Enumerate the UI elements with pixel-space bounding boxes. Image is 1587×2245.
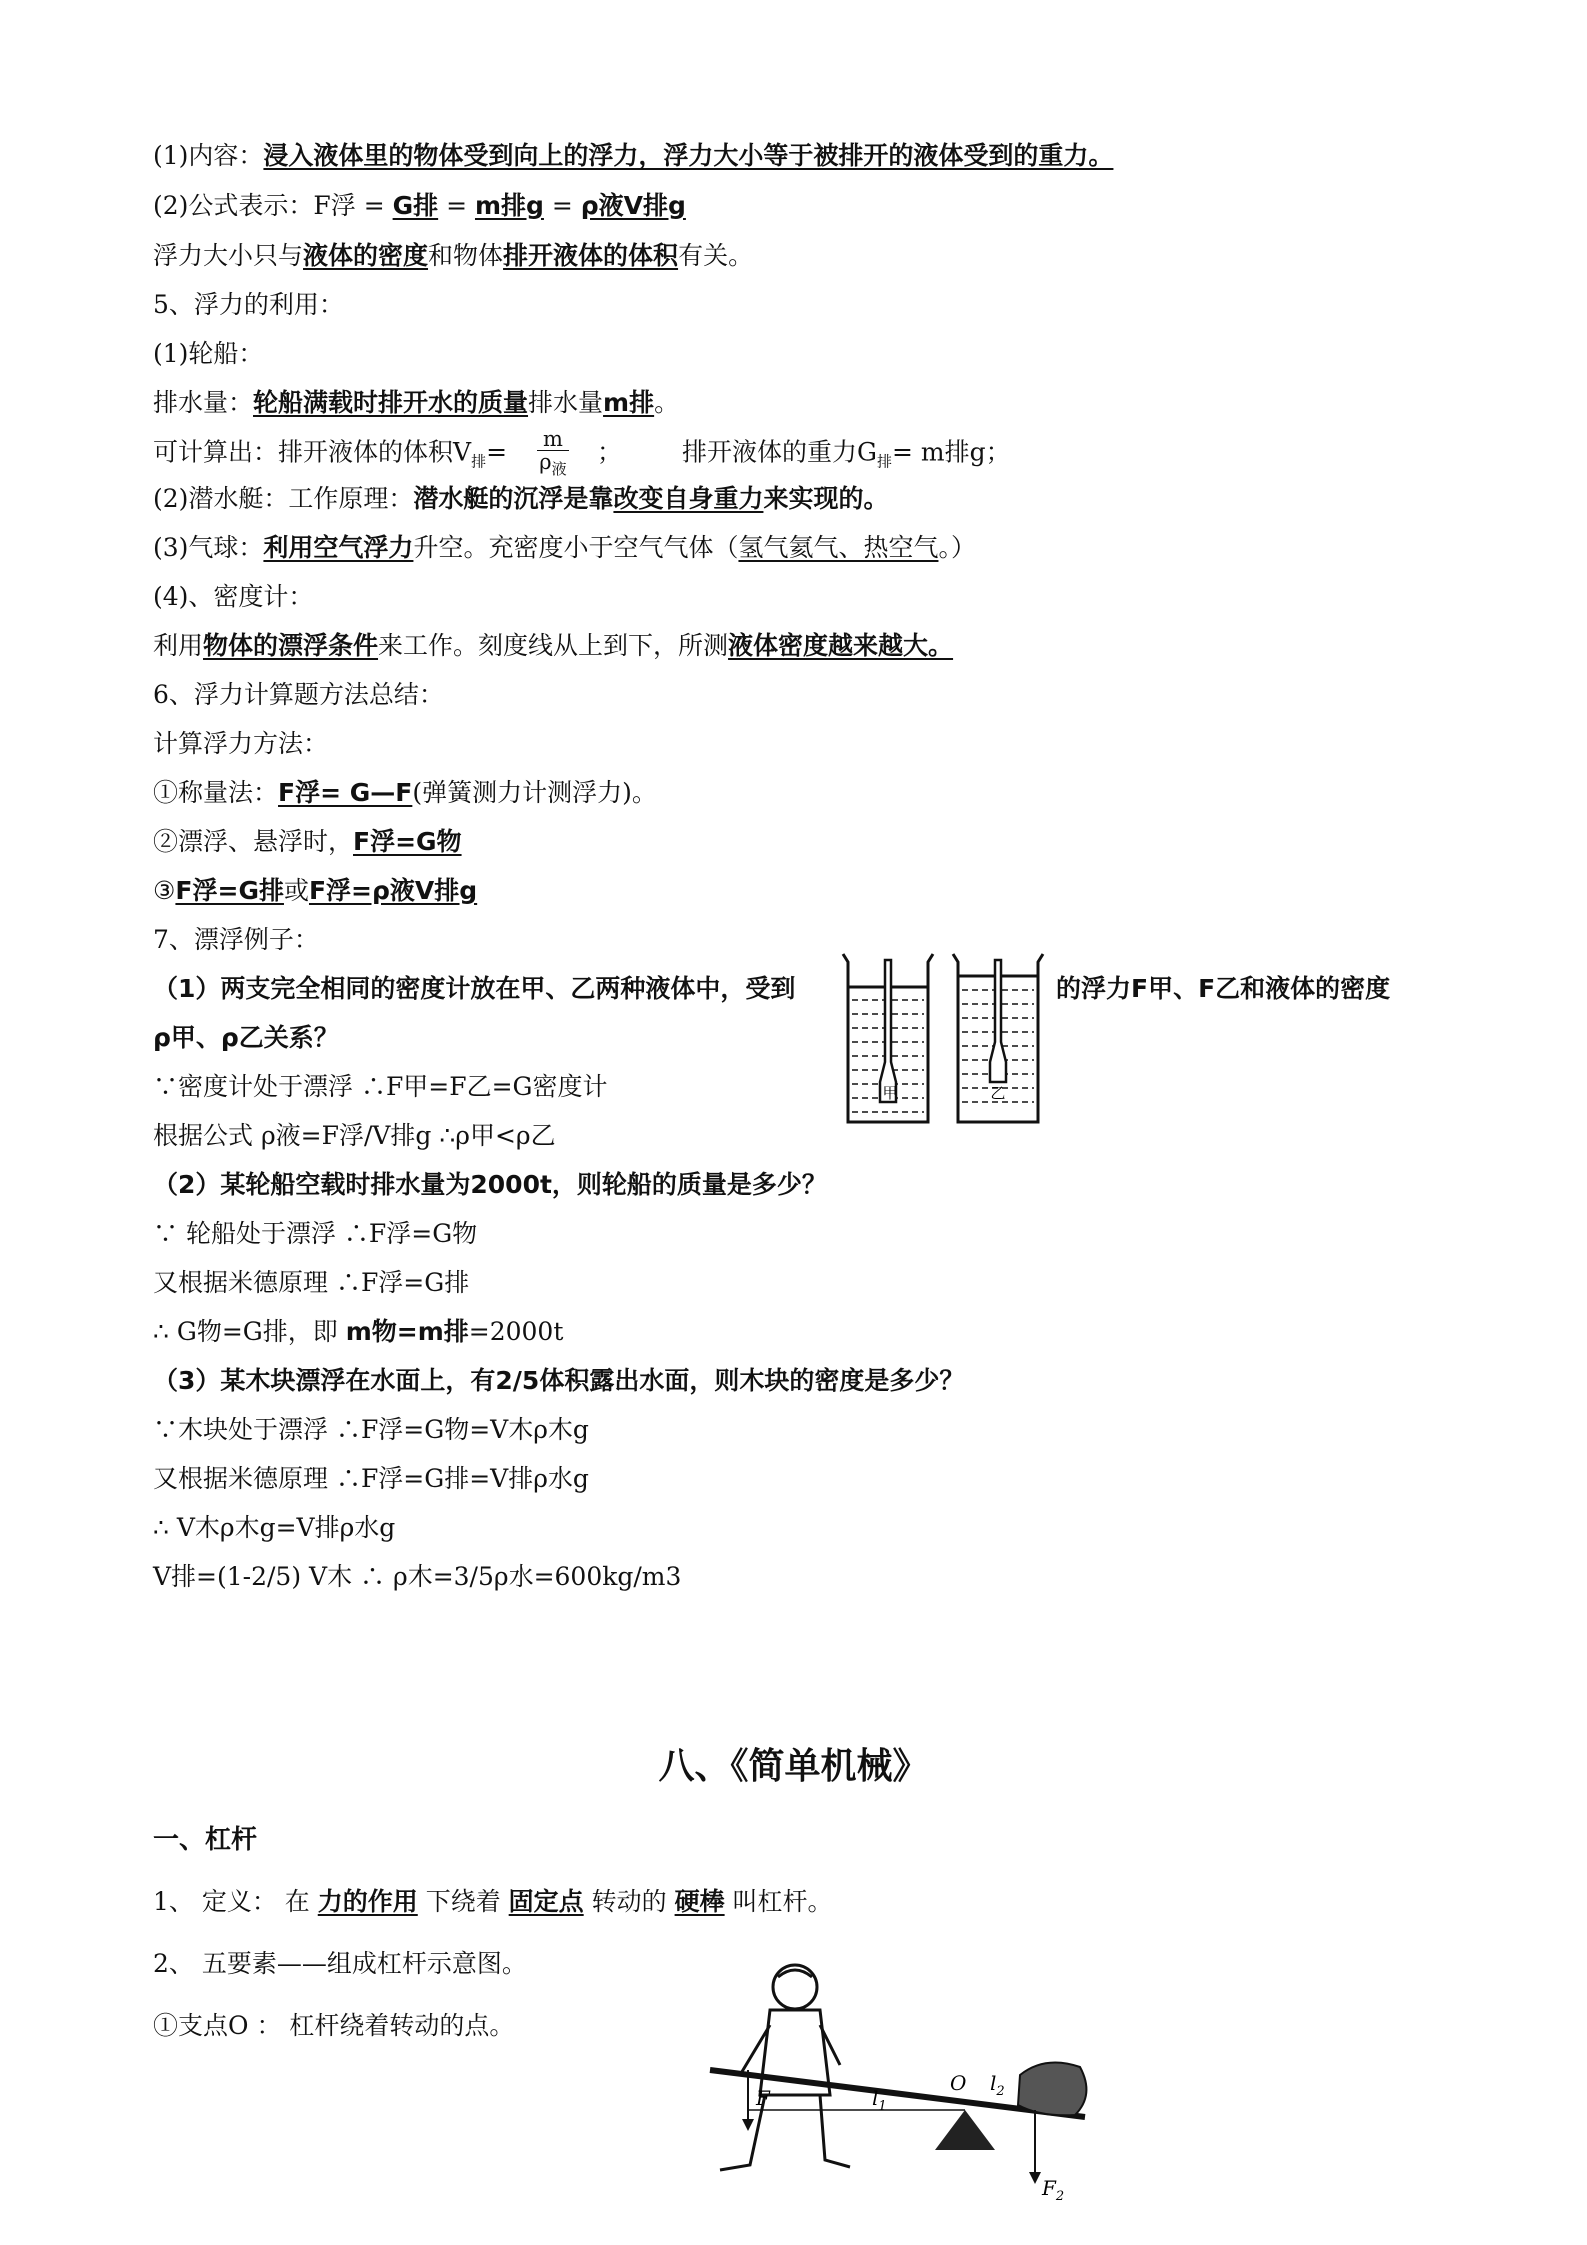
example-1-question-c: ρ甲、ρ乙关系？ bbox=[153, 1023, 339, 1052]
example-3-step-2: 又根据米德原理 ∴F浮=G排=V排ρ水g bbox=[153, 1464, 589, 1493]
example-3-question: （3）某木块漂浮在水面上，有2/5体积露出水面，则木块的密度是多少？ bbox=[153, 1366, 965, 1395]
heading-7: 7、漂浮例子： bbox=[153, 925, 319, 954]
hydrometer-line: 利用物体的漂浮条件来工作。刻度线从上到下，所测液体密度越来越大。 bbox=[153, 631, 954, 660]
example-2-step-1: ∵ 轮船处于漂浮 ∴F浮=G物 bbox=[153, 1219, 478, 1248]
lever-five-elements: 2、 五要素——组成杠杆示意图。 bbox=[153, 1949, 527, 1978]
label-yi: 乙 bbox=[990, 1084, 1006, 1102]
arm-l1-label: $l_1$ bbox=[872, 2086, 887, 2114]
label-jia: 甲 bbox=[882, 1084, 898, 1102]
example-1-question-b: 的浮力F甲、F乙和液体的密度 bbox=[1056, 974, 1391, 1003]
section-title: 八、《简单机械》 bbox=[658, 1746, 929, 1787]
lever-heading: 一、杠杆 bbox=[153, 1825, 258, 1855]
heading-6: 6、浮力计算题方法总结： bbox=[153, 680, 444, 709]
fulcrum-definition: ①支点O ： 杠杆绕着转动的点。 bbox=[153, 2011, 515, 2040]
method-1: ①称量法：F浮= G—F(弹簧测力计测浮力)。 bbox=[153, 778, 657, 807]
submarine-line: (2)潜水艇：工作原理：潜水艇的沉浮是靠改变自身重力来实现的。 bbox=[153, 484, 889, 513]
force-f1-label: F bbox=[756, 2086, 770, 2110]
content-line: (1)内容：浸入液体里的物体受到向上的浮力，浮力大小等于被排开的液体受到的重力。 bbox=[153, 141, 1114, 170]
example-2-step-3: ∴ G物=G排，即 m物=m排=2000t bbox=[153, 1317, 564, 1346]
example-3-step-3: ∴ V木ρ木g=V排ρ水g bbox=[153, 1513, 396, 1542]
example-2-question: （2）某轮船空载时排水量为2000t，则轮船的质量是多少？ bbox=[153, 1170, 827, 1199]
lever-figure bbox=[700, 1955, 1100, 2205]
heading-5: 5、浮力的利用： bbox=[153, 290, 344, 319]
hydrometer-figure bbox=[838, 952, 1048, 1127]
balloon-line: (3)气球：利用空气浮力升空。充密度小于空气气体（氢气氦气、热空气。） bbox=[153, 533, 976, 562]
fulcrum-o-label: O bbox=[950, 2071, 967, 2095]
example-1-step-2: 根据公式 ρ液=F浮/V排g ∴ρ甲<ρ乙 bbox=[153, 1121, 556, 1150]
example-1-question-a: （1）两支完全相同的密度计放在甲、乙两种液体中，受到 bbox=[153, 974, 796, 1003]
hydrometer-heading: (4)、密度计： bbox=[153, 582, 314, 611]
mass-over-density-fraction: $\frac{m}{\rho_液}$ bbox=[537, 428, 569, 480]
example-1-step-1: ∵密度计处于漂浮 ∴F甲=F乙=G密度计 bbox=[153, 1072, 608, 1101]
buoyancy-factors-line: 浮力大小只与液体的密度和物体排开液体的体积有关。 bbox=[153, 241, 754, 270]
force-f2-label: $F_2$ bbox=[1042, 2176, 1065, 2204]
ship-heading: (1)轮船： bbox=[153, 339, 264, 368]
displacement-line: 排水量：轮船满载时排开水的质量排水量m排。 bbox=[153, 388, 680, 417]
methods-line: 计算浮力方法： bbox=[153, 729, 329, 758]
method-2: ②漂浮、悬浮时，F浮=G物 bbox=[153, 827, 462, 856]
example-3-step-4: V排=(1-2/5) V木 ∴ ρ木=3/5ρ水=600kg/m3 bbox=[153, 1562, 682, 1591]
formula-line: (2)公式表示：F浮 = G排 = m排g = ρ液V排g bbox=[153, 191, 686, 220]
method-3: ③F浮=G排或F浮=ρ液V排g bbox=[153, 876, 478, 905]
calc-line: 可计算出：排开液体的体积$V_排=$ $\frac{m}{\rho_液}$ ； 排开液体的重力$G_排= m$排g； bbox=[153, 427, 1011, 479]
lever-definition: 1、 定义： 在 力的作用 下绕着 固定点 转动的 硬棒 叫杠杆。 bbox=[153, 1887, 833, 1916]
arm-l2-label: $l_2$ bbox=[990, 2071, 1005, 2099]
example-2-step-2: 又根据米德原理 ∴F浮=G排 bbox=[153, 1268, 470, 1297]
example-3-step-1: ∵木块处于漂浮 ∴F浮=G物=V木ρ木g bbox=[153, 1415, 589, 1444]
